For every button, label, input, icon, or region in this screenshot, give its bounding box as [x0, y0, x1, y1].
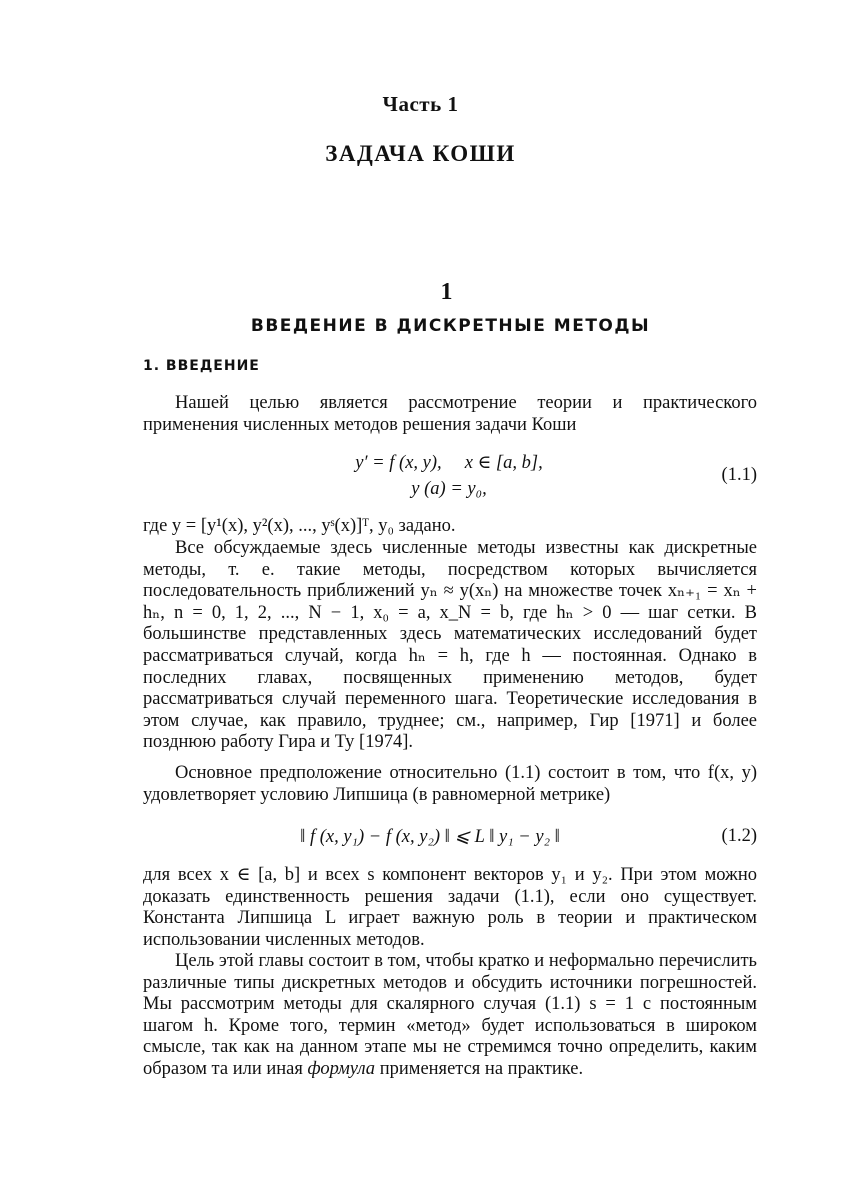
- section-heading: 1. ВВЕДЕНИЕ: [143, 358, 260, 374]
- emphasis-formula: формула: [307, 1058, 376, 1079]
- equation-number-1-2: (1.2): [721, 826, 757, 846]
- paragraph-lipschitz: Основное предположение относительно (1.1) состоит в том, что f(x, y) удовлетворяет условию Липшица (в равномерной метрике): [143, 763, 757, 805]
- paragraph-discrete-methods: Все обсуждаемые здесь численные методы известны как дискретные методы, т. е. такие методы, посредством которых вычисляется последовательность приближений yₙ ≈ y(xₙ) на множестве точек xₙ₊₁ = xₙ + hₙ, n = 0, 1, 2, ..., N − 1, x₀ = a, x_N = b, где hₙ > 0 — шаг сетки. В большинстве представленных здесь математических исследований будет рассматриваться случай, когда hₙ = h, где h — постоянная. Однако в последних главах, посвященных применению методов, будет рассматриваться случай переменного шага. Теоретические исследования в этом случае, как правило, труднее; см., например, Гир [1971] и более позднюю работу Гира и Ту [1974].: [143, 538, 757, 753]
- paragraph-where: где y = [y¹(x), y²(x), ..., yˢ(x)]ᵀ, y₀ задано.: [143, 516, 456, 536]
- part-label: Часть 1: [382, 92, 459, 116]
- paragraph-chapter-goal-text: Цель этой главы состоит в том, чтобы кратко и неформально перечислить различные типы дискретных методов и обсудить источники погрешностей. Мы рассмотрим методы для скалярного случая (1.1) s = 1 с постоянным шагом h. Кроме того, термин «метод» будет использоваться в широком смысле, так как на данном этапе мы не стремимся точно определить, каким образом та или иная: [143, 951, 757, 1079]
- part-title: ЗАДАЧА КОШИ: [325, 141, 516, 166]
- equation-1-2: ‖ f (x, y₁) − f (x, y₂) ‖ ⩽ L ‖ y₁ − y₂ ‖: [300, 827, 560, 847]
- paragraph-uniqueness: для всех x ∈ [a, b] и всех s компонент векторов y₁ и y₂. При этом можно доказать единственность решения задачи (1.1), если оно существует. Константа Липшица L играет важную роль в теории и практическом использовании численных методов.: [143, 865, 757, 950]
- equation-number-1-1: (1.1): [721, 465, 757, 485]
- paragraph-chapter-goal-tail: применяется на практике.: [375, 1058, 584, 1079]
- equation-1-1-line-1: y′ = f (x, y), x ∈ [a, b],: [355, 453, 543, 473]
- chapter-title: ВВЕДЕНИЕ В ДИСКРЕТНЫЕ МЕТОДЫ: [250, 316, 651, 336]
- chapter-number: 1: [440, 279, 453, 305]
- equation-1-1-line-2: y (a) = y₀,: [411, 479, 487, 499]
- paragraph-intro: Нашей целью является рассмотрение теории и практического применения численных методов решения задачи Коши: [143, 393, 757, 435]
- paragraph-chapter-goal: [143, 951, 757, 1081]
